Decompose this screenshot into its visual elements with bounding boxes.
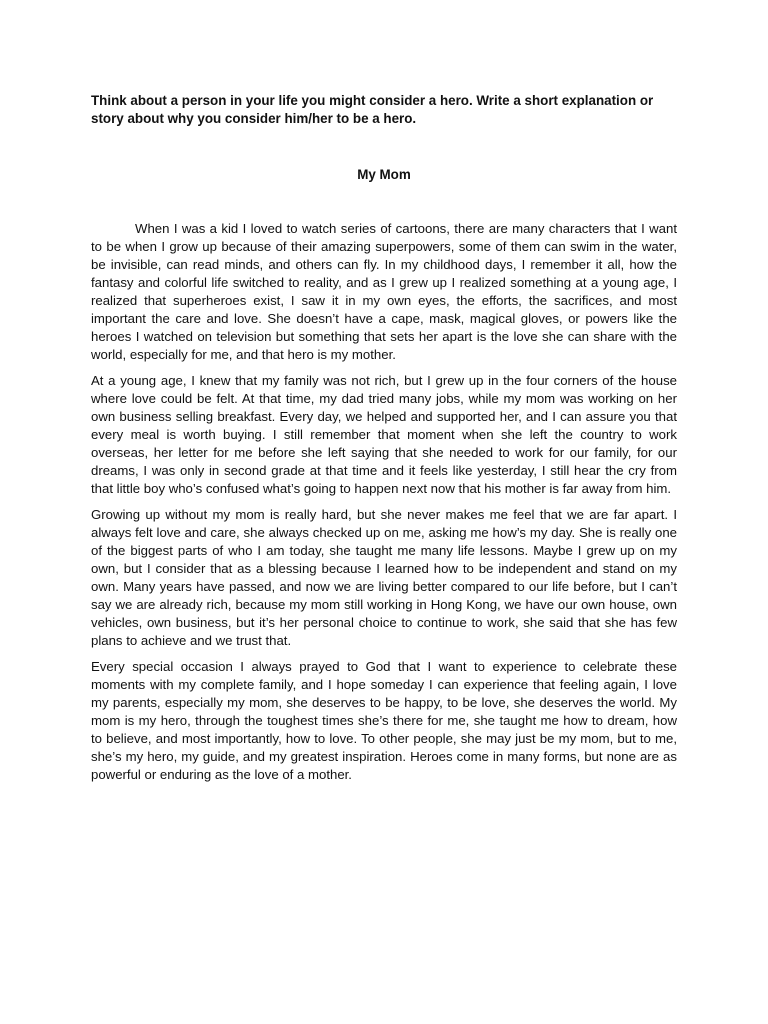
paragraph-2: At a young age, I knew that my family was not rich, but I grew up in the four corners of the house where love could be felt. At that time, my dad tried many jobs, while my mom was working on her own business selling breakfast. Every day, we helped and supported her, and I can assure you that every meal is worth buying. I still remember that moment when she left the country to work overseas, her letter for me before she left saying that she needed to work for our family, for our dreams, I was only in second grade at that time and it feels like yesterday, I still hear the cry from that little boy who’s confused what’s going to happen next now that his mother is far away from him. — [91, 373, 677, 496]
essay-prompt: Think about a person in your life you might consider a hero. Write a short explanation or story about why you consider him/her to be a hero. — [91, 93, 654, 126]
paragraph-1: When I was a kid I loved to watch series of cartoons, there are many characters that I want to be when I grow up because of their amazing superpowers, some of them can swim in the water, be invisible, can read minds, and others can fly. In my childhood days, I remember it all, how the fantasy and colorful life switched to reality, and as I grew up I realized something at a young age, I realized that superheroes exist, I saw it in my own eyes, the efforts, the sacrifices, and most important the care and love. She doesn’t have a cape, mask, magical gloves, or powers like the heroes I watched on television but something that sets her apart is the love she can share with the world, especially for me, and that hero is my mother. — [91, 221, 677, 362]
paragraph-3: Growing up without my mom is really hard, but she never makes me feel that we are far apart. I always felt love and care, she always checked up on me, asking me how’s my day. She is really one of the biggest parts of who I am today, she taught me many life lessons. Maybe I grew up on my own, but I consider that as a blessing because I learned how to be independent and stand on my own. Many years have passed, and now we are living better compared to our life before, but I can’t say we are already rich, because my mom still working in Hong Kong, we have our own house, own vehicles, own business, but it’s her personal choice to continue to work, she said that she has few plans to achieve and we trust that. — [91, 507, 677, 648]
essay-body — [91, 220, 677, 792]
paragraph-4: Every special occasion I always prayed to God that I want to experience to celebrate these moments with my complete family, and I hope someday I can experience that feeling again, I love my parents, especially my mom, she deserves to be happy, to be love, she deserves the world. My mom is my hero, through the toughest times she’s there for me, she taught me how to dream, how to believe, and most importantly, how to love. To other people, she may just be my mom, but to me, she’s my hero, my guide, and my greatest inspiration. Heroes come in many forms, but none are as powerful or enduring as the love of a mother. — [91, 659, 677, 782]
essay-title: My Mom — [357, 167, 411, 182]
